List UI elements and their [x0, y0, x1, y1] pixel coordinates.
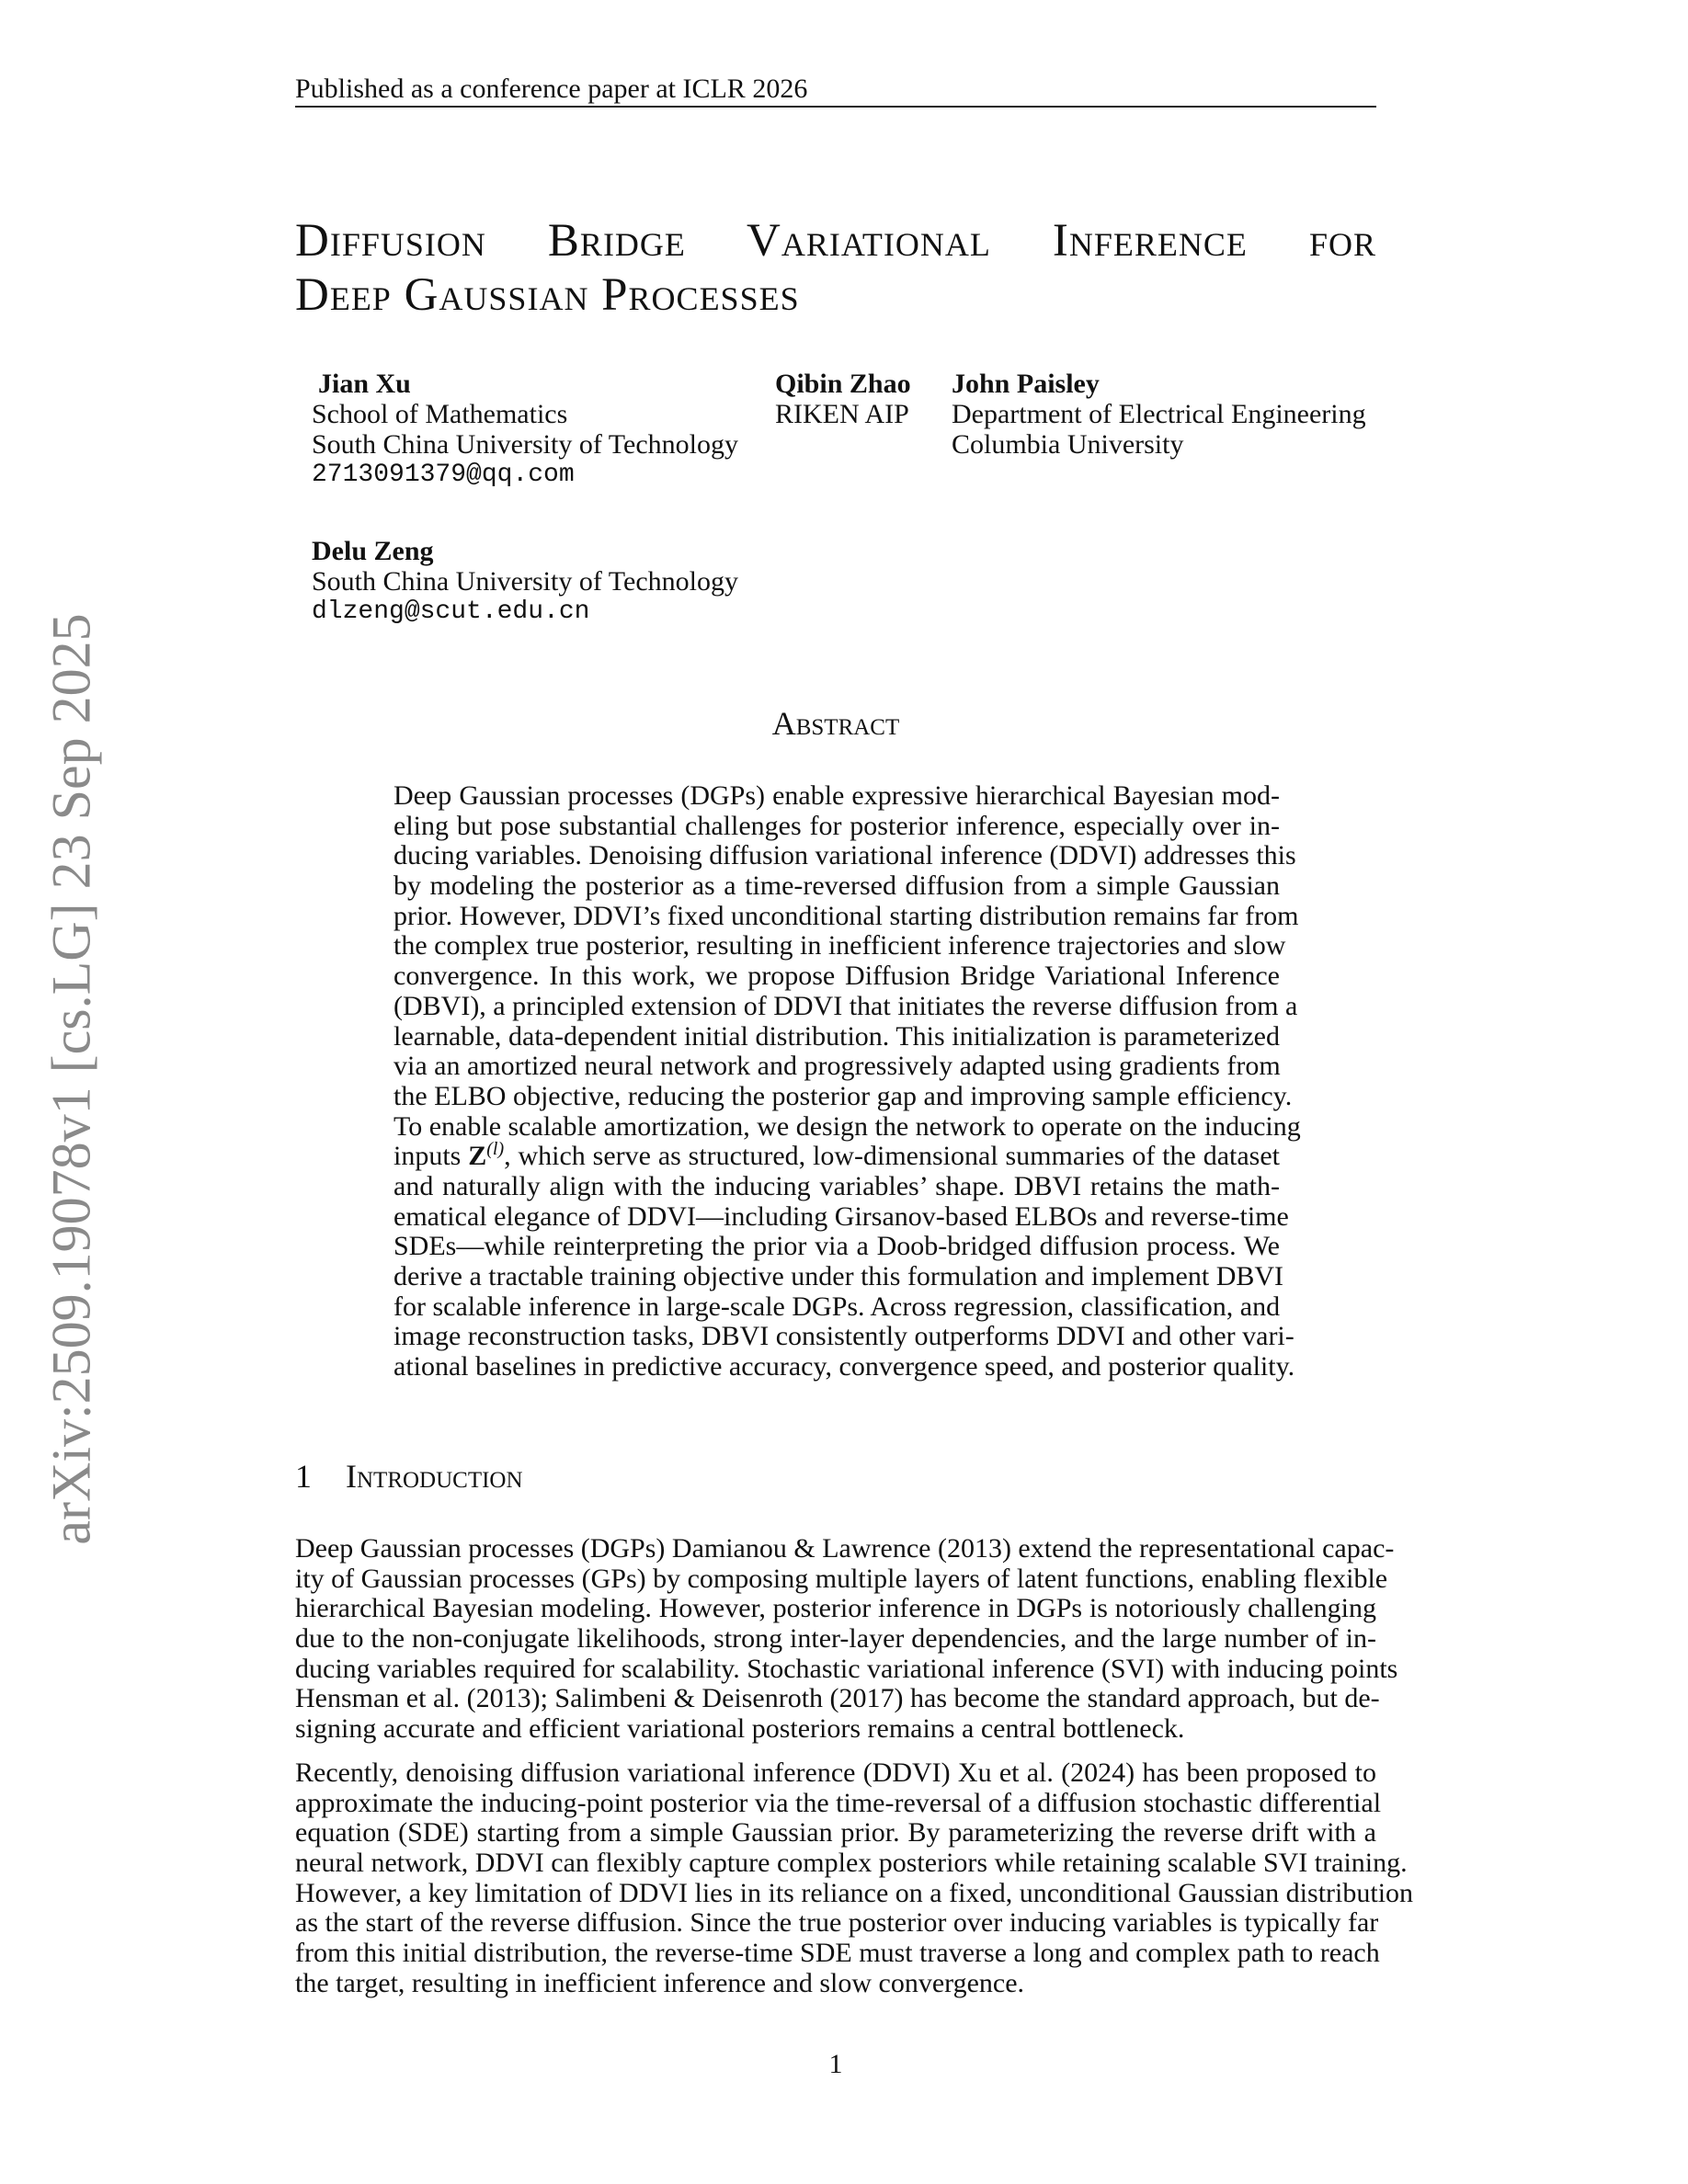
text-line: Deep Gaussian processes (DGPs) enable expressive hierarchical Bayesian mod-: [393, 780, 1280, 811]
text-span: , which serve as structured, low-dimensional summaries of the dataset: [504, 1141, 1280, 1172]
abstract-body: [393, 780, 1301, 1382]
running-header: Published as a conference paper at ICLR 2026: [295, 74, 808, 104]
text-line: for scalable inference in large-scale DGPs. Across regression, classification, and: [393, 1291, 1281, 1322]
affiliation-line: RIKEN AIP: [775, 399, 909, 429]
affiliation-line: South China University of Technology: [312, 429, 738, 460]
author-block: [775, 369, 911, 429]
text-line: (DBVI), a principled extension of DDVI that initiates the reverse diffusion from a: [393, 990, 1298, 1021]
author-name: Jian Xu: [318, 369, 411, 399]
text-line: from this initial distribution, the reverse-time SDE must traverse a long and complex path to reach: [295, 1938, 1380, 1969]
author-email: dlzeng@scut.edu.cn: [312, 597, 590, 626]
text-line: due to the non-conjugate likelihoods, strong inter-layer dependencies, and the large number of in-: [295, 1623, 1376, 1655]
text-line: and naturally align with the inducing variables’ shape. DBVI retains the math-: [393, 1170, 1280, 1201]
text-line: signing accurate and efficient variational posteriors remains a central bottleneck.: [295, 1713, 1185, 1745]
author-name: John Paisley: [952, 369, 1100, 399]
text-line: hierarchical Bayesian modeling. However, posterior inference in DGPs is notoriously challenging: [295, 1593, 1376, 1624]
text-line: To enable scalable amortization, we design the network to operate on the inducing: [393, 1110, 1301, 1142]
text-line: by modeling the posterior as a time-reversed diffusion from a simple Gaussian: [393, 870, 1280, 902]
page-number: 1: [828, 2049, 843, 2079]
author-email: 2713091379@qq.com: [312, 461, 575, 489]
abstract-heading: Abstract: [771, 705, 900, 742]
text-line: image reconstruction tasks, DBVI consistently outperforms DDVI and other vari-: [393, 1321, 1295, 1352]
affiliation-line: Department of Electrical Engineering: [952, 399, 1366, 429]
arxiv-stamp: arXiv:2509.19078v1 [cs.LG] 23 Sep 2025: [40, 613, 102, 1545]
author-name: Delu Zeng: [312, 536, 434, 566]
paper-title-line-2: Deep Gaussian Processes: [295, 269, 800, 321]
intro-paragraph-2: [295, 1757, 1414, 1999]
text-line: prior. However, DDVI’s fixed unconditional starting distribution remains far from: [393, 900, 1299, 931]
text-line: ational baselines in predictive accuracy, convergence speed, and posterior quality.: [393, 1351, 1295, 1382]
text-line: Deep Gaussian processes (DGPs) Damianou & Lawrence (2013) extend the representational capac-: [295, 1533, 1395, 1564]
paper-title-line-1: Diffusion Bridge Variational Inference for: [295, 215, 1376, 267]
section-number: 1: [295, 1458, 312, 1495]
text-line: convergence. In this work, we propose Diffusion Bridge Variational Inference: [393, 961, 1280, 992]
text-line: eling but pose substantial challenges for posterior inference, especially over in-: [393, 810, 1280, 841]
affiliation-line: Columbia University: [952, 429, 1184, 460]
affiliation-line: South China University of Technology: [312, 566, 738, 597]
math-symbol: Z: [468, 1141, 487, 1172]
text-line: the ELBO objective, reducing the posterior gap and improving sample efficiency.: [393, 1080, 1293, 1111]
text-line: ducing variables required for scalability. Stochastic variational inference (SVI) with inducing points: [295, 1653, 1398, 1684]
section-title: Introduction: [346, 1458, 523, 1495]
author-affiliation: [312, 399, 738, 490]
text-line: SDEs—while reinterpreting the prior via a Doob-bridged diffusion process. We: [393, 1231, 1280, 1262]
header-rule: [295, 106, 1376, 108]
text-line: learnable, data-dependent initial distribution. This initialization is parameterized: [393, 1020, 1280, 1052]
text-line: equation (SDE) starting from a simple Gaussian prior. By parameterizing the reverse drift with a: [295, 1817, 1376, 1848]
math-superscript: (l): [486, 1139, 505, 1160]
author-block: [952, 369, 1366, 460]
text-line: derive a tractable training objective under this formulation and implement DBVI: [393, 1261, 1284, 1291]
text-line: ity of Gaussian processes (GPs) by composing multiple layers of latent functions, enabling flexible: [295, 1563, 1388, 1594]
text-line: neural network, DDVI can flexibly capture complex posteriors while retaining scalable SVI training.: [295, 1848, 1408, 1879]
text-line: Hensman et al. (2013); Salimbeni & Deisenroth (2017) has become the standard approach, but de-: [295, 1683, 1380, 1714]
author-name: Qibin Zhao: [775, 369, 911, 399]
text-line: as the start of the reverse diffusion. Since the true posterior over inducing variables is typically far: [295, 1907, 1379, 1939]
text-line: However, a key limitation of DDVI lies in its reliance on a fixed, unconditional Gaussian distribution: [295, 1877, 1414, 1908]
intro-paragraph-1: [295, 1533, 1398, 1745]
affiliation-line: School of Mathematics: [312, 399, 568, 429]
author-block: [312, 536, 738, 627]
text-line: approximate the inducing-point posterior via the time-reversal of a diffusion stochastic differential: [295, 1787, 1382, 1818]
section-heading: [295, 1458, 523, 1495]
text-line: the complex true posterior, resulting in inefficient inference trajectories and slow: [393, 930, 1286, 961]
text-line: the target, resulting in inefficient inference and slow convergence.: [295, 1967, 1025, 1998]
text-line: Recently, denoising diffusion variational inference (DDVI) Xu et al. (2024) has been proposed to: [295, 1757, 1376, 1788]
text-line: ematical elegance of DDVI—including Girsanov-based ELBOs and reverse-time: [393, 1200, 1289, 1232]
text-line: via an amortized neural network and progressively adapted using gradients from: [393, 1051, 1281, 1082]
text-line: ducing variables. Denoising diffusion variational inference (DDVI) addresses this: [393, 840, 1296, 871]
author-block: [318, 369, 411, 399]
text-span: inputs: [393, 1141, 469, 1172]
text-line: [393, 1139, 1280, 1172]
